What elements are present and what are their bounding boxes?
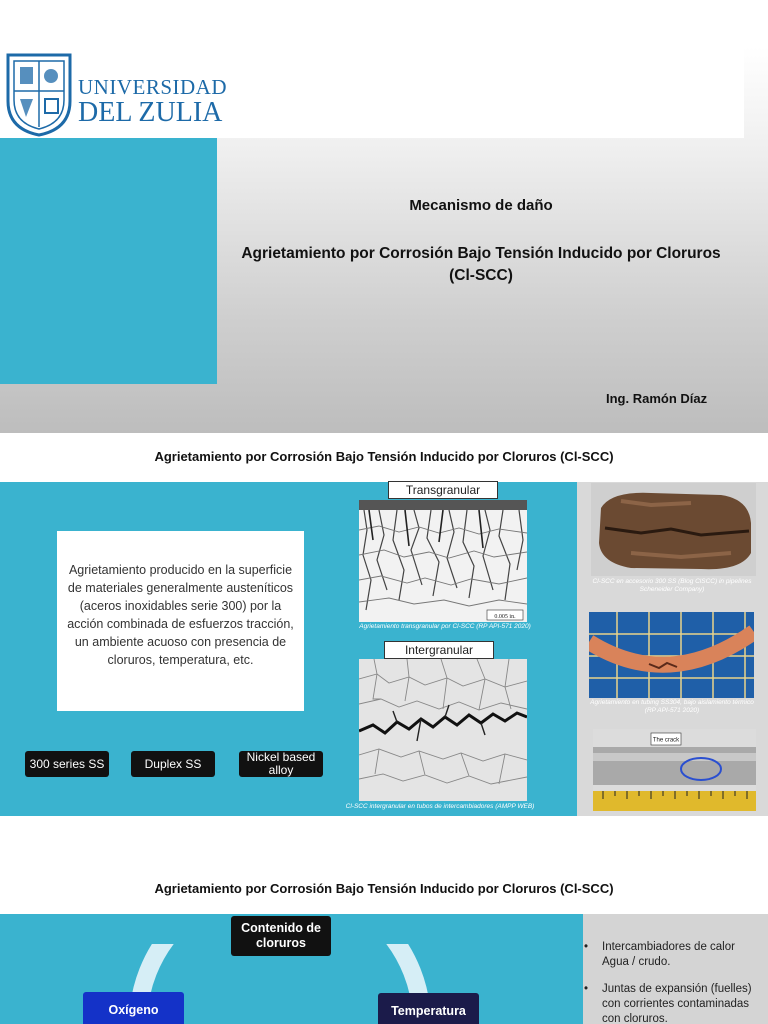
slide1-title-line2: (Cl-SCC) [449,267,513,284]
logo-band [0,47,744,138]
slide3-title: Agrietamiento por Corrosión Bajo Tensión Inducido por Cloruros (Cl-SCC) [154,881,614,896]
crack-tube-image [593,729,756,811]
transgranular-image [359,500,527,622]
factor-chlorides: Contenido de cloruros [231,916,331,956]
transgranular-micrograph [359,500,527,622]
teal-accent-block [0,138,217,384]
tubing-photo-caption: Agrietamiento en tubing SS304, bajo aislamiento térmico (RP API-571 2020) [590,699,754,714]
crack-tube-photo [593,729,756,811]
description-box: Agrietamiento producido en la superficie de materiales generalmente austeníticos (aceros inoxidables serie 300) por la acción combinada de esfuerzos tracción, un ambiente acuoso con presencia de cloruros, temperatura, etc. [57,531,304,711]
title-slide [0,47,768,433]
slide1-title-line1: Agrietamiento por Corrosión Bajo Tensión Inducido por Cloruros [241,245,721,262]
copper-tubing-image [589,612,754,698]
fitting-crack-photo [591,483,756,576]
slide1-subtitle: Mecanismo de daño [409,197,553,214]
intergranular-micrograph [359,659,527,801]
slide2-title: Agrietamiento por Corrosión Bajo Tensión Inducido por Cloruros (Cl-SCC) [154,449,614,464]
intergranular-label: Intergranular [384,641,494,659]
factor-temperature: Temperatura [378,993,479,1024]
slide1-title [218,243,744,287]
university-crest-icon [6,51,72,137]
author-name: Ing. Ramón Díaz [606,391,708,406]
list-item: • Juntas de expansión (fuelles) con corrientes contaminadas con cloruros. [578,982,764,1024]
list-item: • Intercambiadores de calor Agua / crudo. [578,940,764,970]
rusty-fitting-image [591,483,756,576]
equipment-list [578,940,764,1024]
wordmark-line2: DEL ZULIA [78,97,223,128]
fitting-photo-caption: Cl-SCC en accesorio 300 SS (Blog ClSCC) in pipelines Scheneider Company) [592,578,752,593]
factor-oxygen: Oxígeno [83,992,184,1024]
intergranular-caption: Cl-SCC intergranular en tubos de intercambiadores (AMPP WEB) [345,803,535,810]
university-wordmark [78,77,227,127]
material-pill-300-series: 300 series SS [25,751,109,777]
intergranular-image [359,659,527,801]
transgranular-label: Transgranular [388,481,498,499]
wordmark-line1: UNIVERSIDAD [78,75,227,99]
scale-bar-label: 0.005 in. [494,614,516,620]
material-pill-nickel: Nickel based alloy [239,751,323,777]
crack-tag-label: The crack [652,737,680,744]
transgranular-caption: Agrietamiento transgranular por Cl-SCC (RP API-571 2020) [359,623,531,630]
tubing-crack-photo [589,612,754,698]
material-pill-duplex: Duplex SS [131,751,215,777]
